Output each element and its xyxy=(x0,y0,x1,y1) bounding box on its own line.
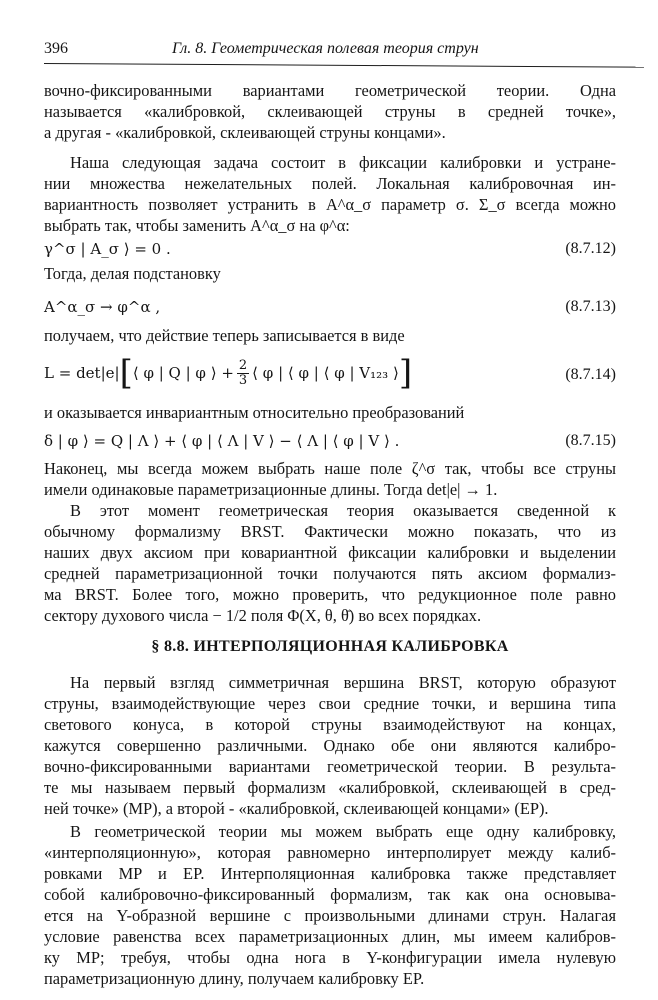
text-line: наших двух аксиом при ковариантной фиксации калибровки и выделении xyxy=(44,543,616,562)
equation-formula xyxy=(44,353,413,393)
equation-formula: γ^σ | A_σ ⟩ = 0 . xyxy=(44,240,171,258)
equation-lhs: L = det|e| xyxy=(44,364,120,382)
text-line: те мы называем первый формализм «калибровкой, склеивающей в сред- xyxy=(44,778,616,797)
text-line: ровками MP и EP. Интерполяционная калибровка также представляет xyxy=(44,864,616,883)
text-line: называется «калибровкой, склеивающей струны в средней точке», xyxy=(44,102,616,121)
text-line: Наша следующая задача состоит в фиксации калибровки и устране- xyxy=(70,153,616,172)
text-line: струны, взаимодействующие через свои средние точки, и вершина типа xyxy=(44,694,616,713)
text-line: Наконец, мы всегда можем выбрать наше поле ζ^σ так, чтобы все струны xyxy=(44,459,616,478)
text-line: ма BRST. Более того, можно проверить, что редукционное поле равно xyxy=(44,585,616,604)
text-line: нии множества нежелательных полей. Локальная калибровочная ин- xyxy=(44,174,616,193)
left-bracket: [ xyxy=(119,353,133,393)
fraction xyxy=(237,359,249,388)
text-line: вочно-фиксированными вариантами геометрической теории. В результа- xyxy=(44,757,616,776)
text-line: вочно-фиксированными вариантами геометрической теории. Одна xyxy=(44,81,616,100)
fraction-denominator: 3 xyxy=(238,372,248,388)
text-line: светового конуса, в которой струны взаимодействуют на концах, xyxy=(44,715,616,734)
equation-8-7-14 xyxy=(44,353,616,393)
text-line: ней точке» (MP), а второй - «калибровкой, склеивающей концами» (EP). xyxy=(44,799,549,818)
text-line: имели одинаковые параметризационные длины. Тогда det|e| → 1. xyxy=(44,480,498,499)
text-line: кажутся совершенно различными. Однако обе они являются калибро- xyxy=(44,736,616,755)
text-line: средней параметризационной точки получаются пять аксиом формализ- xyxy=(44,564,616,583)
text-line: условие равенства всех параметризационных длин, мы имеем калибров- xyxy=(44,927,616,946)
equation-term: ⟨ φ | Q | φ ⟩ + xyxy=(132,364,234,382)
equation-number: (8.7.15) xyxy=(565,432,616,449)
text-line: выбрать так, чтобы заменить A^α_σ на φ^α: xyxy=(44,216,350,235)
text-line: получаем, что действие теперь записывается в виде xyxy=(44,326,405,345)
equation-formula: δ | φ ⟩ = Q | Λ ⟩ + ⟨ φ | ⟨ Λ | V ⟩ − ⟨ Λ | ⟨ φ | V ⟩ . xyxy=(44,432,400,450)
running-title: Гл. 8. Геометрическая полевая теория струн xyxy=(172,40,479,57)
text-line: ку MP; требуя, чтобы одна нога в Y-конфигурации имела нулевую xyxy=(44,948,616,967)
text-line: сектору духового числа − 1/2 поля Φ(X, θ, θ̄) во всех порядках. xyxy=(44,606,482,625)
equation-formula: A^α_σ → φ^α , xyxy=(44,298,161,316)
text-line: параметризационную длину, получаем калибровку EP. xyxy=(44,969,425,988)
right-bracket: ] xyxy=(398,353,413,393)
text-line: В этот момент геометрическая теория оказывается сведенной к xyxy=(70,501,616,520)
text-line: и оказывается инвариантным относительно преобразований xyxy=(44,403,465,422)
text-line: «интерполяционную», которая равномерно интерполирует между калиб- xyxy=(44,843,616,862)
text-line: Тогда, делая подстановку xyxy=(44,264,221,283)
equation-number: (8.7.12) xyxy=(565,240,616,257)
text-line: вариантность позволяет устранить в A^α_σ параметр σ. Σ_σ всегда можно xyxy=(44,195,616,214)
running-header xyxy=(44,40,616,64)
text-line: На первый взгляд симметричная вершина BRST, которую образуют xyxy=(70,673,616,692)
text-line: ется на Y-образной вершине с произвольными длинами струн. Налагая xyxy=(44,906,616,925)
text-line: обычному формализму BRST. Фактически можно показать, что из xyxy=(44,522,616,541)
page-number: 396 xyxy=(44,40,68,57)
fraction-numerator: 2 xyxy=(238,357,248,373)
equation-number: (8.7.13) xyxy=(565,298,616,315)
text-line: а другая - «калибровкой, склеивающей струны концами». xyxy=(44,123,446,142)
text-line: собой калибровочно-фиксированный формализм, так как она основыва- xyxy=(44,885,616,904)
equation-term: ⟨ φ | ⟨ φ | ⟨ φ | V₁₂₃ ⟩ xyxy=(252,364,399,382)
equation-number: (8.7.14) xyxy=(565,366,616,383)
text-line: В геометрической теории мы можем выбрать еще одну калибровку, xyxy=(70,822,616,841)
section-title: § 8.8. ИНТЕРПОЛЯЦИОННАЯ КАЛИБРОВКА xyxy=(151,638,509,655)
